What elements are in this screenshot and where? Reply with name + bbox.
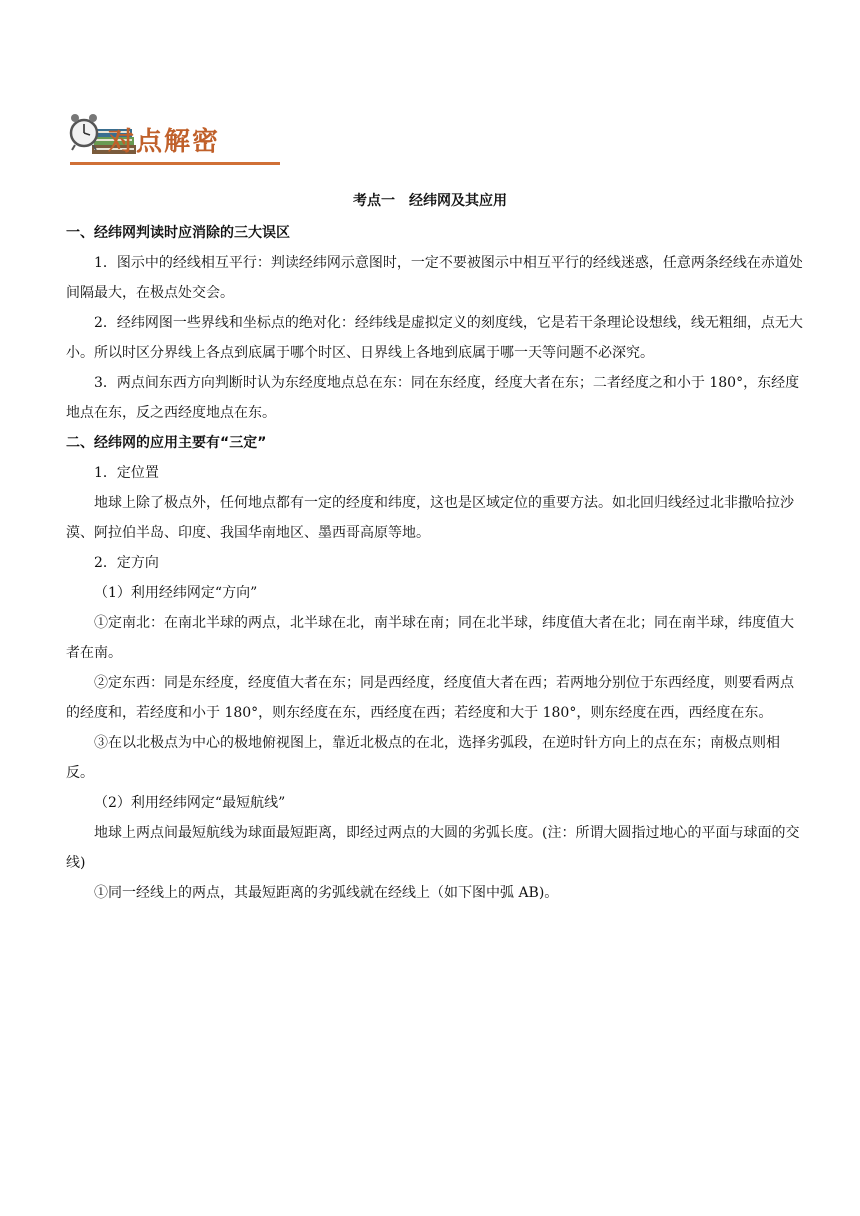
paragraph: ③在以北极点为中心的极地俯视图上，靠近北极点的在北，选择劣弧段，在逆时针方向上的点在东；南极点则相反。 <box>66 735 780 781</box>
paragraph: 2．经纬网图一些界线和坐标点的绝对化：经纬线是虚拟定义的刻度线，它是若干条理论设想线，线无粗细，点无大小。所以时区分界线上各点到底属于哪个时区、日界线上各地到底属于哪一天等问题不必深究。 <box>66 315 803 361</box>
paragraph: 1．定位置 <box>94 465 159 481</box>
document-body <box>66 218 806 908</box>
paragraph: 1．图示中的经线相互平行：判读经纬网示意图时，一定不要被图示中相互平行的经线迷惑，任意两条经线在赤道处间隔最大，在极点处交会。 <box>66 255 803 301</box>
paragraph: （2）利用经纬网定“最短航线” <box>94 795 286 811</box>
page-title-label: 考点一 <box>353 193 395 209</box>
page-title <box>0 190 860 210</box>
paragraph: ①定南北：在南北半球的两点，北半球在北，南半球在南；同在北半球，纬度值大者在北；同在南半球，纬度值大者在南。 <box>66 615 794 661</box>
paragraph: ②定东西：同是东经度，经度值大者在东；同是西经度，经度值大者在西；若两地分别位于东西经度，则要看两点的经度和，若经度和小于 180°，则东经度在东，西经度在西；若经度和大于 180°，则东经度在西，西经度在东。 <box>66 675 794 721</box>
paragraph: （1）利用经纬网定“方向” <box>94 585 258 601</box>
banner-title: 对点解密 <box>108 127 221 157</box>
paragraph: 3．两点间东西方向判断时认为东经度地点总在东：同在东经度，经度大者在东；二者经度之和小于 180°，东经度地点在东，反之西经度地点在东。 <box>66 375 800 421</box>
paragraph: 地球上除了极点外，任何地点都有一定的经度和纬度，这也是区域定位的重要方法。如北回归线经过北非撒哈拉沙漠、阿拉伯半岛、印度、我国华南地区、墨西哥高原等地。 <box>66 495 794 541</box>
paragraph: ①同一经线上的两点，其最短距离的劣弧线就在经线上（如下图中弧 AB)。 <box>94 885 559 901</box>
section-heading: 二、经纬网的应用主要有“三定” <box>66 435 267 451</box>
banner-underline <box>70 162 280 165</box>
section-heading: 一、经纬网判读时应消除的三大误区 <box>66 225 290 241</box>
paragraph: 2．定方向 <box>94 555 159 571</box>
page-title-topic: 经纬网及其应用 <box>409 193 507 209</box>
paragraph: 地球上两点间最短航线为球面最短距离，即经过两点的大圆的劣弧长度。(注：所谓大圆指过地心的平面与球面的交线) <box>66 825 800 871</box>
